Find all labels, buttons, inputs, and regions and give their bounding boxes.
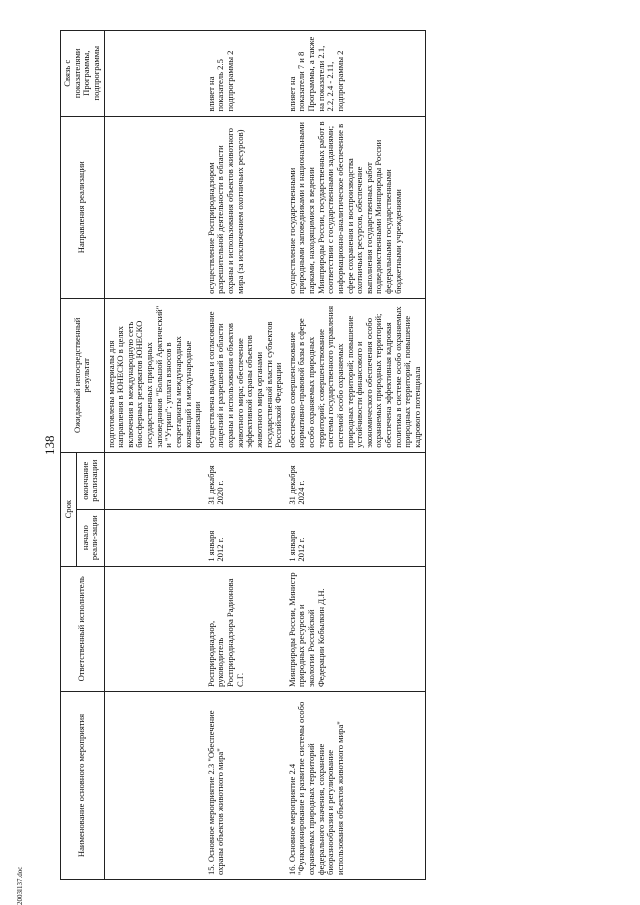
row-result: обеспечено совершенствование нормативно-правовой базы в сфере особо охраняемых природных территорий; совершенствование системы государственного управления системой особо охраняемых природных территорий; повышение устойчивости финансового и экономического обеспечения особо охраняемых природных территорий; обеспечена эффективная кадровая политика в системе особо охраняемых природных территорий, повышение кадрового потенциала bbox=[286, 298, 425, 452]
header-term-end: окончание реализации bbox=[77, 452, 104, 509]
measures-table bbox=[60, 30, 426, 880]
header-link: Связь с показателями Программы, подпрограммы bbox=[61, 31, 105, 117]
continuation-result: подготовлены материалы для направления в ЮНЕСКО в целях включения в международную сеть биосферных резерватов ЮНЕСКО государственных природных заповедников "Большой Арктический" и "Утриш"; уплата взносов в секретариаты международных конвенций и международные организации bbox=[104, 298, 205, 452]
header-directions: Направления реализации bbox=[61, 116, 105, 298]
row-start: 1 января 2012 г. bbox=[205, 509, 286, 566]
row-end: 31 декабря 2020 г. bbox=[205, 452, 286, 509]
footer-filename: 2003l137.doc bbox=[16, 866, 24, 905]
page-number: 138 bbox=[42, 435, 57, 455]
row-result: осуществлена выдача и согласование лицензий и разрешений в области охраны и использования объектов животного мира; обеспечение эффективной охраны объектов животного мира органами государственной власти субъектов Российской Федерации bbox=[205, 298, 286, 452]
row-title: Основное мероприятие 2.4 "Функционирование и развитие системы особо охраняемых природных территорий федерального значения, сохранение биоразнообразия и регулирование использования объектов животного мира" bbox=[286, 701, 345, 875]
row-link: влияет на показатели 7 и 8 Программы, а также на показатели 2.1, 2.2, 2.4 - 2.11, подпрограммы 2 bbox=[286, 31, 425, 117]
row-responsible: Росприроднадзор, руководитель Росприроднадзора Радионова С.Г. bbox=[205, 566, 286, 691]
table-row bbox=[205, 31, 286, 880]
header-responsible: Ответственный исполнитель bbox=[61, 566, 105, 691]
table-row bbox=[286, 31, 425, 880]
row-responsible: Минприроды России, Министр природных ресурсов и экологии Российской Федерации Кобылкин Д.Н. bbox=[286, 566, 425, 691]
document-table-frame bbox=[60, 30, 620, 880]
row-start: 1 января 2012 г. bbox=[286, 509, 425, 566]
row-directions: осуществление Росприроднадзором разрешительной деятельности в области охраны и использования объектов животного мира (за исключением охотничьих ресурсов) bbox=[205, 116, 286, 298]
row-name bbox=[205, 691, 286, 879]
header-term: Срок bbox=[61, 452, 77, 566]
row-number: 16. bbox=[286, 864, 297, 875]
row-number: 15. bbox=[205, 864, 216, 875]
header-result: Ожидаемый непосредственный результат bbox=[61, 298, 105, 452]
row-name bbox=[286, 691, 425, 879]
header-term-start: начало реали-зации bbox=[77, 509, 104, 566]
row-link: влияет на показатель 2.5 подпрограммы 2 bbox=[205, 31, 286, 117]
row-title: Основное мероприятие 2.3 "Обеспечение охраны объектов животного мира" bbox=[205, 710, 226, 875]
row-end: 31 декабря 2024 г. bbox=[286, 452, 425, 509]
table-row-continuation bbox=[104, 31, 205, 880]
header-name: Наименование основного мероприятия bbox=[61, 691, 105, 879]
row-directions: осуществление государственными природными заповедниками и национальными парками, находящимися в ведении Минприроды России, государственных работ в соответствии с государственными заданиями; информационно-аналитическое обеспечение в сфере сохранения и воспроизводства охотничьих ресурсов, обеспечение выполнения государственных работ подведомственными Минприроды России федеральными государственными бюджетными учреждениями bbox=[286, 116, 425, 298]
